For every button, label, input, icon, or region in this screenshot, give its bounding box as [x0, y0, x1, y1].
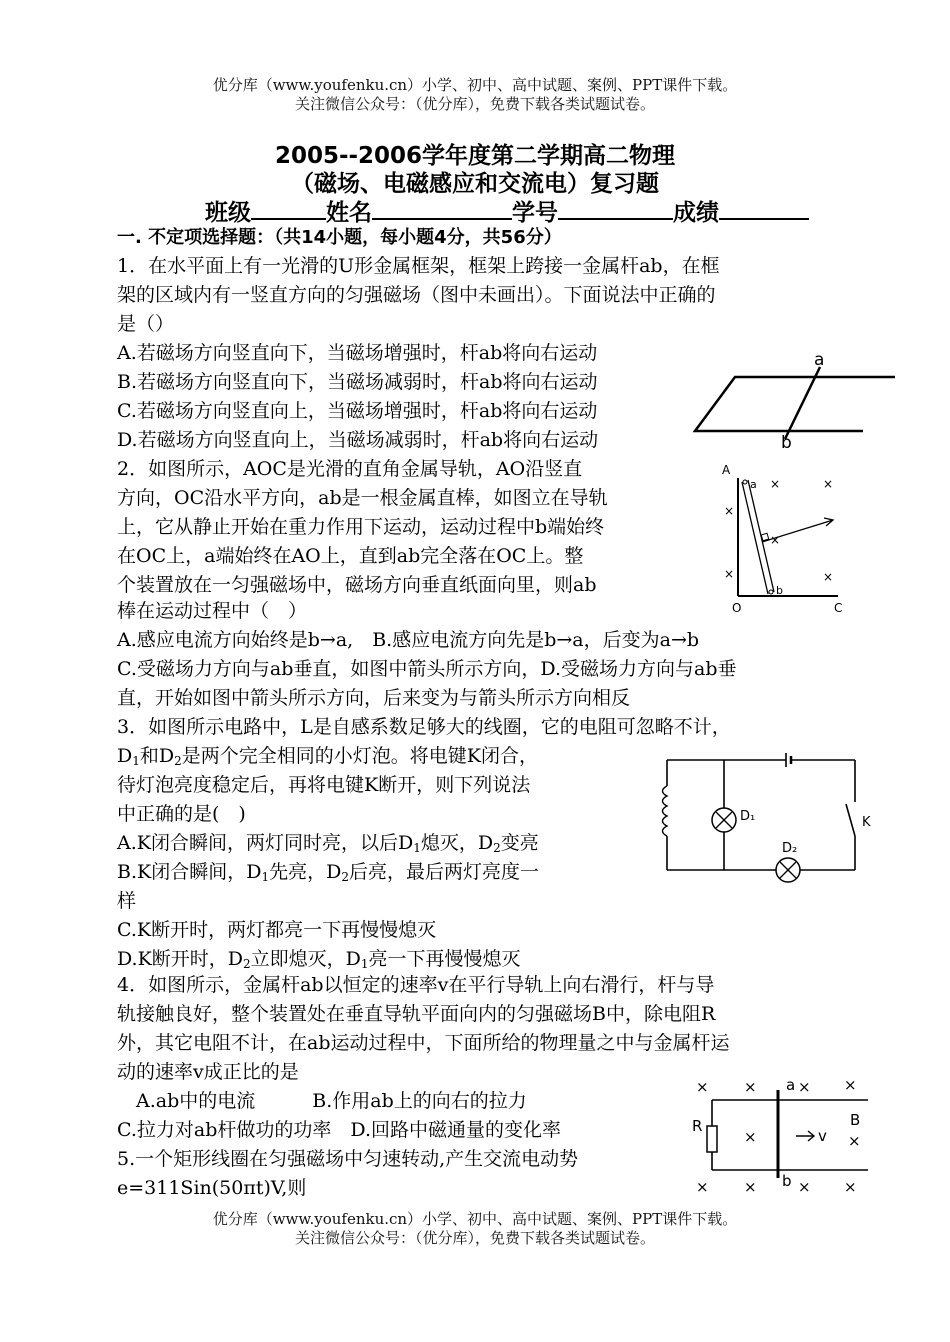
q2-field-x: ×: [724, 504, 735, 518]
class-blank[interactable]: [251, 196, 326, 220]
q2-option-c: C.受磁场力方向与ab垂直，如图中箭头所示方向，D.受磁场力方向与ab垂: [117, 658, 737, 680]
q1-option-c: C.若磁场方向竖直向上，当磁场增强时，杆ab将向右运动: [117, 400, 598, 422]
q5-stem-line-1: 5.一个矩形线圈在匀强磁场中匀速转动,产生交流电动势: [117, 1148, 579, 1170]
q4-field-x: ×: [744, 1178, 757, 1196]
q3-stem-line-2: $D_1$和$D_2$是两个完全相同的小灯泡。将电键K闭合，: [117, 745, 538, 768]
q2-option-c-cont: 直，开始如图中箭头所示方向，后来变为与箭头所示方向相反: [117, 687, 631, 709]
footer-line-2: 关注微信公众号：（优分库），免费下载各类试题试卷。: [294, 1229, 655, 1247]
q4-label-R: R: [692, 1117, 703, 1135]
number-blank[interactable]: [558, 196, 673, 220]
q4-label-b: b: [782, 1172, 792, 1190]
q4-options-ab: A.ab中的电流 B.作用ab上的向右的拉力: [117, 1090, 527, 1112]
q4-field-x: ×: [844, 1178, 857, 1196]
score-label: 成绩: [673, 200, 719, 226]
class-label: 班级: [205, 200, 251, 226]
q2-label-O: O: [732, 601, 742, 615]
q4-field-x: ×: [798, 1178, 811, 1196]
q2-stem-line-2: 方向，OC沿水平方向，ab是一根金属直棒，如图立在导轨: [117, 487, 608, 509]
q4-field-x: ×: [848, 1132, 861, 1150]
name-blank[interactable]: [372, 196, 512, 220]
q1-option-d: D.若磁场方向竖直向上，当磁场减弱时，杆ab将向右运动: [117, 429, 599, 451]
q2-stem-line-1: 2．如图所示，AOC是光滑的直角金属导轨，AO沿竖直: [117, 458, 583, 480]
q2-field-marks: [724, 477, 833, 584]
q1-stem-line-2: 架的区域内有一竖直方向的匀强磁场（图中未画出）。下面说法中正确的: [117, 284, 716, 306]
page-footer: [0, 1210, 950, 1248]
title-line-1: 2005--2006学年度第二学期高二物理: [274, 143, 676, 169]
q2-field-x: ×: [823, 477, 834, 491]
q1-label-b: b: [781, 433, 792, 453]
q3-stem-line-3: 待灯泡亮度稳定后，再将电键K断开，则下列说法: [117, 774, 531, 796]
q4-label-B: B: [850, 1111, 861, 1129]
q1-label-a: a: [814, 350, 825, 370]
q3-circuit-figure: [650, 748, 890, 893]
q3-option-b: B.K闭合瞬间，$D_1$先亮，$D_2$后亮，最后两灯亮度一: [117, 861, 539, 884]
q2-field-x: ×: [724, 567, 735, 581]
title-line-2: （磁场、电磁感应和交流电）复习题: [291, 171, 659, 197]
q2-label-A: A: [722, 463, 731, 477]
q4-field-x: ×: [844, 1076, 857, 1094]
header-line-1: 优分库（www.youfenku.cn）小学、初中、高中试题、案例、PPT课件下载。: [212, 76, 738, 94]
q1-stem-line-1: 1．在水平面上有一光滑的U形金属框架，框架上跨接一金属杆ab，在框: [117, 255, 720, 277]
q1-option-a: A.若磁场方向竖直向下，当磁场增强时，杆ab将向右运动: [117, 342, 598, 364]
q3-label-k: K: [862, 815, 871, 830]
q2-stem-line-4: 在OC上，a端始终在AO上，直到ab完全落在OC上。整: [117, 545, 584, 567]
q4-stem-line-3: 外，其它电阻不计，在ab运动过程中，下面所给的物理量之中与金属杆运: [117, 1032, 730, 1054]
q2-label-C: C: [834, 601, 843, 615]
q1-figure: [690, 345, 900, 453]
q1-stem-line-3: 是（）: [117, 313, 175, 335]
q3-option-c: C.K断开时，两灯都亮一下再慢慢熄灭: [117, 919, 437, 941]
q4-stem-line-2: 轨接触良好，整个装置处在垂直导轨平面向内的匀强磁场B中，除电阻R: [117, 1003, 716, 1025]
q4-field-x: ×: [696, 1178, 709, 1196]
number-label: 学号: [512, 200, 558, 226]
q4-stem-line-1: 4．如图所示，金属杆ab以恒定的速率v在平行导轨上向右滑行，杆与导: [117, 974, 715, 996]
q4-figure: [680, 1070, 880, 1195]
q4-stem-line-4: 动的速率v成正比的是: [117, 1061, 299, 1083]
q4-field-x: ×: [696, 1078, 709, 1096]
q2-label-a: a: [750, 478, 757, 491]
page-header: [0, 76, 950, 114]
q2-field-x: ×: [770, 477, 781, 491]
q2-stem-line-5: 个装置放在一匀强磁场中，磁场方向垂直纸面向里，则ab: [117, 574, 597, 596]
q3-label-d1: D₁: [740, 809, 756, 824]
footer-line-1: 优分库（www.youfenku.cn）小学、初中、高中试题、案例、PPT课件下载。: [212, 1210, 738, 1228]
q3-option-b-cont: 样: [117, 890, 137, 912]
q3-stem-line-1: 3．如图所示电路中，L是自感系数足够大的线圈，它的电阻可忽略不计，: [117, 716, 731, 738]
q4-options-cd: C.拉力对ab杆做功的功率 D.回路中磁通量的变化率: [117, 1119, 561, 1141]
q1-option-b: B.若磁场方向竖直向下，当磁场减弱时，杆ab将向右运动: [117, 371, 598, 393]
q3-option-d: D.K断开时，$D_2$立即熄灭，$D_1$亮一下再慢慢熄灭: [117, 948, 521, 971]
score-blank[interactable]: [719, 196, 809, 220]
q4-field-x: ×: [744, 1128, 757, 1146]
q3-stem-line-4: 中正确的是( ): [117, 803, 246, 825]
q4-label-v: v: [818, 1127, 827, 1145]
q2-field-x: ×: [823, 570, 834, 584]
header-line-2: 关注微信公众号：（优分库），免费下载各类试题试卷。: [294, 95, 655, 113]
q4-field-x: ×: [798, 1078, 811, 1096]
q2-figure: [718, 458, 858, 616]
q4-label-a: a: [786, 1076, 796, 1094]
q2-stem-line-3: 上，它从静止开始在重力作用下运动，运动过程中b端始终: [117, 516, 605, 538]
q2-stem-line-6: 棒在运动过程中（ ）: [117, 600, 308, 622]
q3-label-d2: D₂: [782, 841, 798, 856]
q2-label-b: b: [776, 584, 783, 597]
name-label: 姓名: [326, 200, 372, 226]
q3-option-a: A.K闭合瞬间，两灯同时亮，以后$D_1$熄灭，$D_2$变亮: [117, 832, 539, 855]
student-info-line: [205, 196, 809, 228]
section-heading: 一. 不定项选择题：（共14小题，每小题4分，共56分）: [117, 227, 562, 248]
q4-field-x: ×: [744, 1078, 757, 1096]
q2-options-ab: A.感应电流方向始终是b→a, B.感应电流方向先是b→a，后变为a→b: [117, 629, 700, 651]
q2-field-x: ×: [770, 533, 781, 547]
q5-stem-line-2: e=311Sin(50πt)V,则: [117, 1177, 307, 1199]
